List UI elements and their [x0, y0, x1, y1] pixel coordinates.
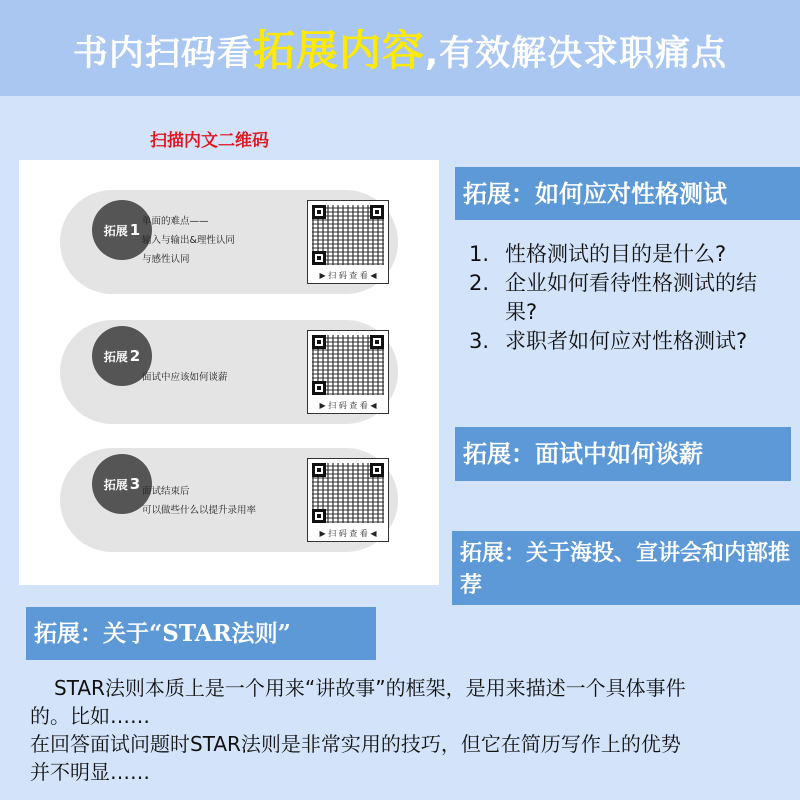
heading-personality-test: 拓展：如何应对性格测试 — [455, 167, 800, 220]
card-line: 与感性认同 — [142, 254, 190, 265]
card-line: 面试中应该如何谈薪 — [142, 372, 228, 383]
list-text: 求职者如何应对性格测试? — [505, 329, 748, 353]
qr-code-box[interactable] — [307, 330, 389, 414]
scan-label: ▶ 扫 码 查 看 ◀ — [319, 529, 377, 538]
qr-finder-mark — [312, 509, 326, 523]
extension-card-2 — [60, 320, 398, 424]
qr-finder-mark — [312, 381, 326, 395]
qr-finder-mark — [312, 251, 326, 265]
list-text: 企业如何看待性格测试的结果? — [505, 271, 757, 324]
scan-label: ▶ 扫 码 查 看 ◀ — [319, 271, 377, 280]
qr-finder-mark — [370, 335, 384, 349]
heading-star: 拓展：关于“STAR法则” — [26, 607, 376, 660]
list-number: 3. — [469, 329, 490, 353]
qr-code-image[interactable] — [312, 463, 384, 523]
list-text: 性格测试的目的是什么? — [505, 242, 727, 266]
list-number: 1. — [469, 242, 490, 266]
card-line: 可以做些什么以提升录用率 — [142, 505, 257, 516]
title-part-1: 书内扫码看 — [72, 34, 253, 74]
extension-card-3 — [60, 448, 398, 552]
star-paragraph-2: 在回答面试问题时STAR法则是非常实用的技巧，但它在简历写作上的优势并不明显…… — [30, 732, 681, 784]
badge-number: 1 — [129, 221, 141, 239]
heading-salary: 拓展：面试中如何谈薪 — [455, 427, 791, 481]
list-item — [463, 269, 783, 327]
list-item — [463, 240, 783, 269]
page-title — [73, 18, 727, 78]
qr-code-box[interactable] — [307, 200, 389, 284]
header-banner — [0, 0, 800, 96]
question-list — [463, 240, 783, 356]
qr-finder-mark — [370, 205, 384, 219]
card-line: 单面的难点—— — [142, 216, 209, 227]
badge-label: 拓展 — [103, 223, 128, 238]
qr-code-image[interactable] — [312, 335, 384, 395]
qr-finder-mark — [312, 335, 326, 349]
heading-referral: 拓展：关于海投、宣讲会和内部推荐 — [452, 531, 800, 605]
star-description — [30, 674, 690, 786]
qr-code-image[interactable] — [312, 205, 384, 265]
title-highlight: 拓展内容 — [252, 26, 425, 75]
card-description — [142, 212, 235, 269]
list-number: 2. — [469, 271, 490, 295]
qr-caption: 扫描内文二维码 — [150, 131, 269, 151]
badge-label: 拓展 — [103, 349, 128, 364]
qr-code-box[interactable] — [307, 458, 389, 542]
qr-finder-mark — [312, 205, 326, 219]
card-line: 面试结束后 — [142, 486, 190, 497]
card-description — [142, 368, 228, 387]
qr-finder-mark — [370, 463, 384, 477]
card-description — [142, 482, 256, 520]
title-part-2: ,有效解决求职痛点 — [424, 34, 728, 74]
badge-number: 2 — [129, 347, 141, 365]
qr-panel — [19, 160, 439, 585]
qr-finder-mark — [312, 463, 326, 477]
card-line: 输入与输出&理性认同 — [142, 235, 235, 246]
list-item — [463, 327, 783, 356]
badge-number: 3 — [129, 475, 141, 493]
scan-label: ▶ 扫 码 查 看 ◀ — [319, 401, 377, 410]
star-paragraph-1: STAR法则本质上是一个用来“讲故事”的框架，是用来描述一个具体事件的。比如…… — [30, 676, 686, 728]
extension-card-1 — [60, 190, 398, 294]
badge-label: 拓展 — [103, 477, 128, 492]
